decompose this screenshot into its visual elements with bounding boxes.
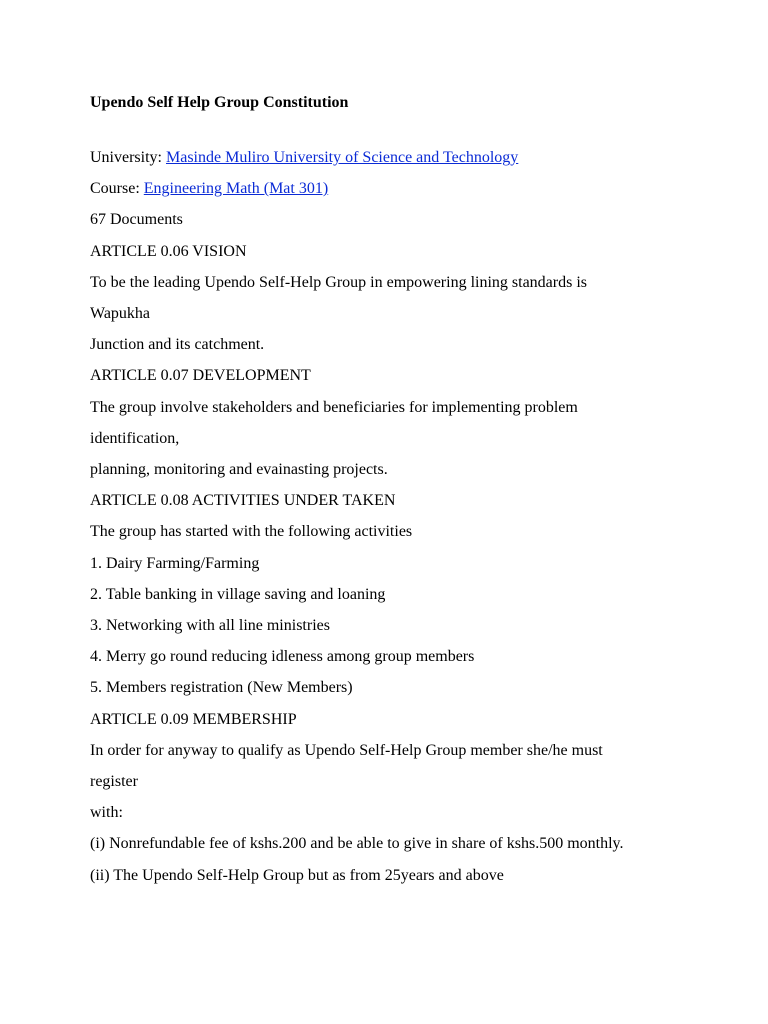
list-item: 2. Table banking in village saving and loaning [90, 585, 386, 603]
course-link[interactable]: Engineering Math (Mat 301) [143, 180, 329, 198]
list-item: 5. Members registration (New Members) [90, 679, 353, 697]
list-item: 3. Networking with all line ministries [90, 617, 330, 635]
list-item: 1. Dairy Farming/Farming [90, 554, 260, 572]
document-page [90, 92, 730, 891]
body-line: In order for anyway to qualify as Upendo Self-Help Group member she/he must [90, 741, 603, 759]
list-item: 4. Merry go round reducing idleness among group members [90, 648, 475, 666]
university-link[interactable]: Masinde Muliro University of Science and Technology [166, 149, 519, 166]
documents-count: 67 Documents [90, 211, 183, 229]
document-body [90, 236, 730, 891]
article-activities-heading: ARTICLE 0.08 ACTIVITIES UNDER TAKEN [90, 492, 396, 510]
article-vision-heading: ARTICLE 0.06 VISION [90, 242, 247, 260]
body-line: Wapukha [90, 305, 151, 323]
body-line: The group has started with the following activities [90, 523, 413, 541]
list-item: (i) Nonrefundable fee of kshs.200 and be able to give in share of kshs.500 monthly. [90, 835, 624, 853]
university-label: University: [90, 149, 166, 166]
course-label: Course: [90, 180, 144, 198]
list-item: (ii) The Upendo Self-Help Group but as from 25years and above [90, 866, 504, 884]
body-line: To be the leading Upendo Self-Help Group in empowering lining standards is [90, 273, 587, 291]
body-line: planning, monitoring and evainasting projects. [90, 461, 388, 479]
article-development-heading: ARTICLE 0.07 DEVELOPMENT [90, 367, 311, 385]
body-line: The group involve stakeholders and beneficiaries for implementing problem [90, 398, 578, 416]
university-line [90, 142, 730, 173]
course-line [90, 173, 730, 204]
body-line: Junction and its catchment. [90, 336, 265, 354]
body-line: identification, [90, 429, 180, 447]
body-line: with: [90, 804, 123, 822]
body-line: register [90, 773, 138, 791]
article-membership-heading: ARTICLE 0.09 MEMBERSHIP [90, 710, 297, 728]
document-title: Upendo Self Help Group Constitution [90, 94, 349, 111]
